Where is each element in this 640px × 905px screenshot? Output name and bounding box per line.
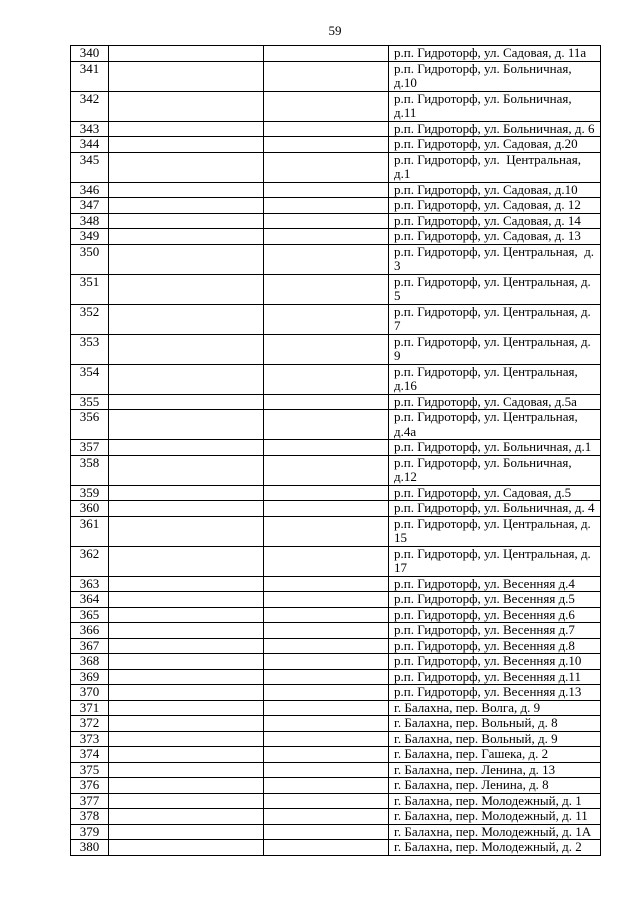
empty-cell: [264, 700, 389, 716]
empty-cell: [109, 501, 264, 517]
row-number-cell: 378: [71, 809, 109, 825]
table-row: [71, 91, 601, 121]
empty-cell: [264, 274, 389, 304]
address-cell: г. Балахна, пер. Молодежный, д. 11: [389, 809, 601, 825]
address-cell: г. Балахна, пер. Молодежный, д. 2: [389, 840, 601, 856]
row-number-cell: 345: [71, 152, 109, 182]
table-row: [71, 546, 601, 576]
address-cell: г. Балахна, пер. Волга, д. 9: [389, 700, 601, 716]
address-cell: р.п. Гидроторф, ул. Весенняя д.11: [389, 669, 601, 685]
row-number-cell: 379: [71, 824, 109, 840]
table-row: [71, 576, 601, 592]
empty-cell: [109, 607, 264, 623]
row-number-cell: 369: [71, 669, 109, 685]
table-row: [71, 685, 601, 701]
row-number-cell: 371: [71, 700, 109, 716]
address-cell: р.п. Гидроторф, ул. Больничная, д.11: [389, 91, 601, 121]
table-row: [71, 669, 601, 685]
empty-cell: [264, 455, 389, 485]
empty-cell: [264, 440, 389, 456]
empty-cell: [264, 731, 389, 747]
table-row: [71, 592, 601, 608]
row-number-cell: 352: [71, 304, 109, 334]
empty-cell: [109, 137, 264, 153]
empty-cell: [264, 229, 389, 245]
address-cell: р.п. Гидроторф, ул. Центральная, д.16: [389, 364, 601, 394]
empty-cell: [264, 121, 389, 137]
row-number-cell: 365: [71, 607, 109, 623]
table-row: [71, 198, 601, 214]
table-row: [71, 213, 601, 229]
address-table: [70, 45, 601, 856]
empty-cell: [264, 747, 389, 763]
empty-cell: [109, 669, 264, 685]
empty-cell: [264, 485, 389, 501]
empty-cell: [109, 455, 264, 485]
table-row: [71, 516, 601, 546]
empty-cell: [109, 623, 264, 639]
address-cell: р.п. Гидроторф, ул. Весенняя д.5: [389, 592, 601, 608]
empty-cell: [264, 91, 389, 121]
empty-cell: [264, 546, 389, 576]
address-cell: р.п. Гидроторф, ул. Садовая, д.5а: [389, 394, 601, 410]
empty-cell: [264, 137, 389, 153]
empty-cell: [109, 152, 264, 182]
address-cell: г. Балахна, пер. Вольный, д. 9: [389, 731, 601, 747]
empty-cell: [109, 576, 264, 592]
table-row: [71, 778, 601, 794]
row-number-cell: 342: [71, 91, 109, 121]
empty-cell: [109, 121, 264, 137]
row-number-cell: 358: [71, 455, 109, 485]
address-cell: р.п. Гидроторф, ул. Центральная, д. 9: [389, 334, 601, 364]
address-cell: р.п. Гидроторф, ул. Весенняя д.8: [389, 638, 601, 654]
table-row: [71, 182, 601, 198]
row-number-cell: 341: [71, 61, 109, 91]
table-row: [71, 747, 601, 763]
row-number-cell: 343: [71, 121, 109, 137]
table-row: [71, 229, 601, 245]
empty-cell: [264, 716, 389, 732]
empty-cell: [264, 607, 389, 623]
address-cell: р.п. Гидроторф, ул. Центральная, д. 7: [389, 304, 601, 334]
row-number-cell: 367: [71, 638, 109, 654]
table-row: [71, 762, 601, 778]
table-row: [71, 455, 601, 485]
row-number-cell: 380: [71, 840, 109, 856]
empty-cell: [109, 213, 264, 229]
table-row: [71, 304, 601, 334]
empty-cell: [109, 229, 264, 245]
row-number-cell: 351: [71, 274, 109, 304]
row-number-cell: 376: [71, 778, 109, 794]
address-cell: р.п. Гидроторф, ул. Садовая, д.20: [389, 137, 601, 153]
empty-cell: [109, 244, 264, 274]
empty-cell: [264, 46, 389, 62]
table-row: [71, 716, 601, 732]
page-number: 59: [328, 23, 342, 38]
row-number-cell: 375: [71, 762, 109, 778]
table-row: [71, 410, 601, 440]
row-number-cell: 362: [71, 546, 109, 576]
empty-cell: [109, 716, 264, 732]
empty-cell: [109, 46, 264, 62]
empty-cell: [109, 304, 264, 334]
address-cell: р.п. Гидроторф, ул. Весенняя д.6: [389, 607, 601, 623]
table-row: [71, 638, 601, 654]
empty-cell: [264, 824, 389, 840]
empty-cell: [109, 700, 264, 716]
empty-cell: [109, 654, 264, 670]
row-number-cell: 357: [71, 440, 109, 456]
empty-cell: [264, 394, 389, 410]
empty-cell: [109, 824, 264, 840]
address-cell: р.п. Гидроторф, ул. Больничная, д.12: [389, 455, 601, 485]
empty-cell: [264, 762, 389, 778]
row-number-cell: 361: [71, 516, 109, 546]
address-cell: р.п. Гидроторф, ул. Весенняя д.13: [389, 685, 601, 701]
empty-cell: [264, 778, 389, 794]
empty-cell: [109, 546, 264, 576]
empty-cell: [264, 654, 389, 670]
address-cell: р.п. Гидроторф, ул. Центральная, д. 15: [389, 516, 601, 546]
empty-cell: [264, 213, 389, 229]
row-number-cell: 344: [71, 137, 109, 153]
address-cell: р.п. Гидроторф, ул. Садовая, д. 14: [389, 213, 601, 229]
empty-cell: [264, 410, 389, 440]
row-number-cell: 372: [71, 716, 109, 732]
table-row: [71, 700, 601, 716]
row-number-cell: 347: [71, 198, 109, 214]
table-row: [71, 334, 601, 364]
empty-cell: [264, 809, 389, 825]
row-number-cell: 354: [71, 364, 109, 394]
empty-cell: [264, 198, 389, 214]
row-number-cell: 349: [71, 229, 109, 245]
address-cell: р.п. Гидроторф, ул. Садовая, д. 12: [389, 198, 601, 214]
empty-cell: [264, 304, 389, 334]
empty-cell: [109, 793, 264, 809]
empty-cell: [109, 364, 264, 394]
empty-cell: [264, 334, 389, 364]
address-cell: р.п. Гидроторф, ул. Больничная, д.10: [389, 61, 601, 91]
table-row: [71, 46, 601, 62]
table-body: [71, 46, 601, 856]
empty-cell: [264, 793, 389, 809]
empty-cell: [264, 501, 389, 517]
address-cell: р.п. Гидроторф, ул. Садовая, д.5: [389, 485, 601, 501]
address-cell: р.п. Гидроторф, ул. Центральная, д.4а: [389, 410, 601, 440]
empty-cell: [109, 394, 264, 410]
empty-cell: [109, 440, 264, 456]
empty-cell: [264, 182, 389, 198]
address-cell: р.п. Гидроторф, ул. Центральная, д. 17: [389, 546, 601, 576]
empty-cell: [264, 623, 389, 639]
table-row: [71, 824, 601, 840]
empty-cell: [109, 61, 264, 91]
row-number-cell: 346: [71, 182, 109, 198]
empty-cell: [109, 685, 264, 701]
table-row: [71, 364, 601, 394]
row-number-cell: 353: [71, 334, 109, 364]
address-cell: р.п. Гидроторф, ул. Центральная, д. 3: [389, 244, 601, 274]
empty-cell: [109, 410, 264, 440]
table-row: [71, 793, 601, 809]
address-cell: р.п. Гидроторф, ул. Центральная, д.1: [389, 152, 601, 182]
table-row: [71, 654, 601, 670]
row-number-cell: 373: [71, 731, 109, 747]
row-number-cell: 366: [71, 623, 109, 639]
table-row: [71, 607, 601, 623]
row-number-cell: 377: [71, 793, 109, 809]
row-number-cell: 360: [71, 501, 109, 517]
empty-cell: [109, 274, 264, 304]
row-number-cell: 359: [71, 485, 109, 501]
address-cell: г. Балахна, пер. Вольный, д. 8: [389, 716, 601, 732]
empty-cell: [264, 592, 389, 608]
empty-cell: [264, 364, 389, 394]
empty-cell: [264, 685, 389, 701]
empty-cell: [109, 747, 264, 763]
table-row: [71, 61, 601, 91]
empty-cell: [109, 485, 264, 501]
empty-cell: [264, 669, 389, 685]
address-cell: г. Балахна, пер. Молодежный, д. 1А: [389, 824, 601, 840]
address-cell: р.п. Гидроторф, ул. Больничная, д. 4: [389, 501, 601, 517]
empty-cell: [109, 731, 264, 747]
empty-cell: [264, 638, 389, 654]
address-cell: р.п. Гидроторф, ул. Садовая, д. 11а: [389, 46, 601, 62]
table-row: [71, 840, 601, 856]
empty-cell: [109, 182, 264, 198]
address-cell: р.п. Гидроторф, ул. Весенняя д.4: [389, 576, 601, 592]
empty-cell: [109, 91, 264, 121]
address-cell: р.п. Гидроторф, ул. Садовая, д. 13: [389, 229, 601, 245]
address-cell: р.п. Гидроторф, ул. Больничная, д. 6: [389, 121, 601, 137]
table-row: [71, 501, 601, 517]
row-number-cell: 355: [71, 394, 109, 410]
empty-cell: [109, 516, 264, 546]
empty-cell: [264, 152, 389, 182]
empty-cell: [109, 778, 264, 794]
empty-cell: [109, 638, 264, 654]
address-cell: р.п. Гидроторф, ул. Садовая, д.10: [389, 182, 601, 198]
table-row: [71, 394, 601, 410]
row-number-cell: 348: [71, 213, 109, 229]
table-row: [71, 485, 601, 501]
empty-cell: [264, 576, 389, 592]
row-number-cell: 370: [71, 685, 109, 701]
table-row: [71, 809, 601, 825]
row-number-cell: 368: [71, 654, 109, 670]
empty-cell: [109, 334, 264, 364]
row-number-cell: 363: [71, 576, 109, 592]
table-row: [71, 623, 601, 639]
empty-cell: [109, 198, 264, 214]
table-row: [71, 121, 601, 137]
table-row: [71, 152, 601, 182]
row-number-cell: 374: [71, 747, 109, 763]
table-row: [71, 440, 601, 456]
table-row: [71, 137, 601, 153]
address-cell: р.п. Гидроторф, ул. Больничная, д.1: [389, 440, 601, 456]
row-number-cell: 350: [71, 244, 109, 274]
address-cell: р.п. Гидроторф, ул. Весенняя д.7: [389, 623, 601, 639]
table-row: [71, 731, 601, 747]
empty-cell: [264, 61, 389, 91]
row-number-cell: 340: [71, 46, 109, 62]
address-cell: г. Балахна, пер. Гашека, д. 2: [389, 747, 601, 763]
table-row: [71, 244, 601, 274]
empty-cell: [264, 516, 389, 546]
row-number-cell: 356: [71, 410, 109, 440]
empty-cell: [264, 244, 389, 274]
empty-cell: [109, 809, 264, 825]
address-cell: г. Балахна, пер. Молодежный, д. 1: [389, 793, 601, 809]
address-cell: г. Балахна, пер. Ленина, д. 8: [389, 778, 601, 794]
empty-cell: [109, 592, 264, 608]
empty-cell: [109, 762, 264, 778]
empty-cell: [264, 840, 389, 856]
address-cell: р.п. Гидроторф, ул. Центральная, д. 5: [389, 274, 601, 304]
table-row: [71, 274, 601, 304]
row-number-cell: 364: [71, 592, 109, 608]
empty-cell: [109, 840, 264, 856]
address-cell: р.п. Гидроторф, ул. Весенняя д.10: [389, 654, 601, 670]
address-cell: г. Балахна, пер. Ленина, д. 13: [389, 762, 601, 778]
